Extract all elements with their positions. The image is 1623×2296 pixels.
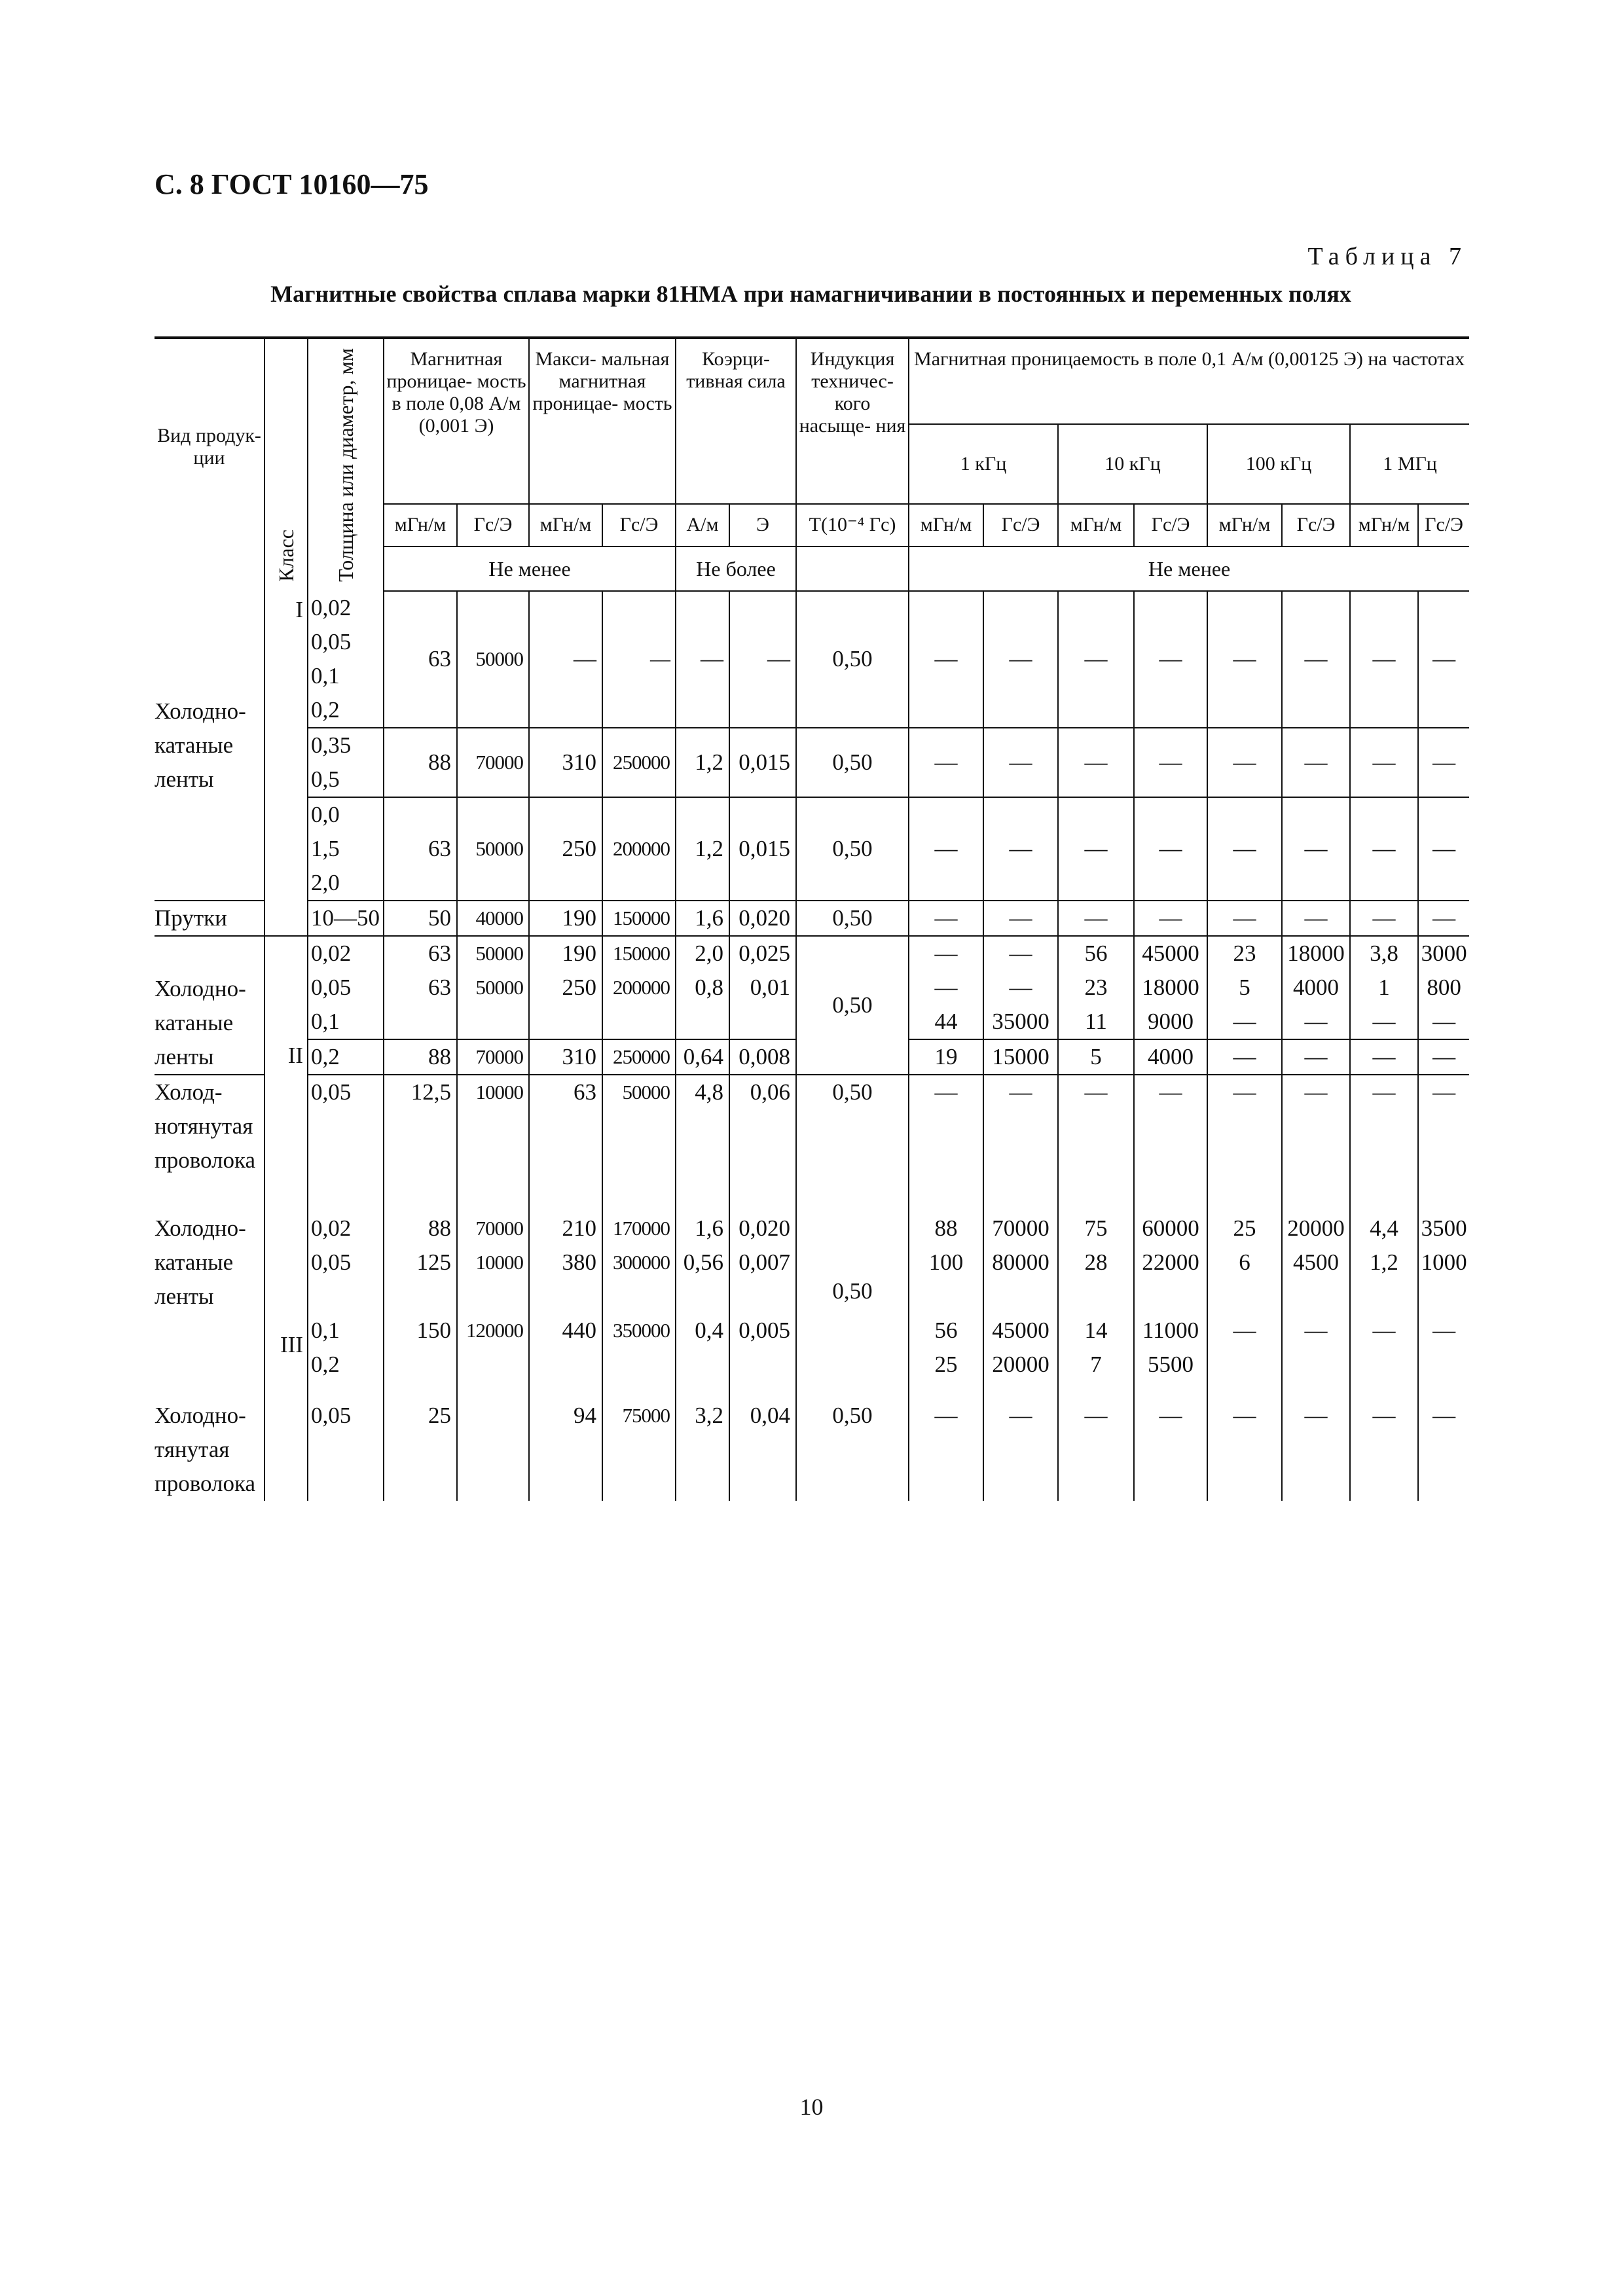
value-cell: 88 <box>909 1201 983 1246</box>
value-cell: — <box>1207 1075 1282 1109</box>
value-cell <box>1350 1348 1418 1382</box>
value-cell: 3000 <box>1418 936 1469 971</box>
value-cell: 3500 <box>1418 1201 1469 1246</box>
value-cell: — <box>983 797 1058 901</box>
value-cell: — <box>983 971 1058 1005</box>
value-cell: 60000 <box>1134 1201 1207 1246</box>
header-coercive: Коэрци- тивная сила <box>676 338 796 504</box>
value-cell: — <box>1350 1039 1418 1075</box>
value-cell: 70000 <box>457 728 529 797</box>
value-cell <box>676 1348 729 1382</box>
value-cell <box>729 1005 796 1039</box>
unit-e: Э <box>729 504 796 547</box>
value-cell: 250 <box>529 971 602 1005</box>
unit-t: Т(10⁻⁴ Гс) <box>796 504 909 547</box>
value-cell: 4,8 <box>676 1075 729 1109</box>
value-cell: — <box>983 901 1058 936</box>
value-cell: 0,025 <box>729 936 796 971</box>
value-cell: 350000 <box>602 1280 676 1348</box>
value-cell: 9000 <box>1134 1005 1207 1039</box>
value-cell: — <box>1282 1005 1350 1039</box>
value-cell: 0,50 <box>796 1075 909 1109</box>
value-cell: 210 <box>529 1201 602 1246</box>
value-cell: — <box>676 591 729 728</box>
value-cell: 25 <box>909 1348 983 1382</box>
value-cell: 7 <box>1058 1348 1134 1382</box>
value-cell: 63 <box>384 797 457 901</box>
value-cell: 15000 <box>983 1039 1058 1075</box>
unit-mgnm: мГн/м <box>1058 504 1134 547</box>
value-cell: 18000 <box>1282 936 1350 971</box>
value-cell: — <box>1058 728 1134 797</box>
unit-mgnm: мГн/м <box>529 504 602 547</box>
value-cell <box>384 1348 457 1382</box>
thickness-cell: 0,05 <box>308 971 384 1005</box>
value-cell: — <box>1282 1075 1350 1109</box>
thickness-cell: 0,02 <box>308 1201 384 1246</box>
value-cell: 100 <box>909 1246 983 1280</box>
value-cell: 0,50 <box>796 728 909 797</box>
thickness-cell: 0,35 0,5 <box>308 728 384 797</box>
value-cell: 63 <box>384 591 457 728</box>
value-cell: 1,6 <box>676 901 729 936</box>
value-cell <box>602 1348 676 1382</box>
value-cell: 12,5 <box>384 1075 457 1109</box>
value-cell: 0,50 <box>796 1382 909 1433</box>
header-vid: Вид продук- ции <box>155 338 264 547</box>
value-cell: 14 <box>1058 1280 1134 1348</box>
value-cell: — <box>909 1075 983 1109</box>
value-cell: — <box>1418 1075 1469 1109</box>
header-perm: Магнитная проницае- мость в поле 0,08 А/м (0,001 Э) <box>384 338 529 504</box>
value-cell: — <box>983 1075 1058 1109</box>
value-cell <box>457 1005 529 1039</box>
value-cell: 3,8 <box>1350 936 1418 971</box>
value-cell: 50000 <box>602 1075 676 1109</box>
value-cell: — <box>729 591 796 728</box>
value-cell: — <box>1282 901 1350 936</box>
ne-bolee-label: Не более <box>676 547 796 591</box>
value-cell: 10000 <box>457 1075 529 1109</box>
unit-gse: Гс/Э <box>1134 504 1207 547</box>
thickness-cell: 0,2 <box>308 1348 384 1382</box>
value-cell <box>457 1348 529 1382</box>
value-cell: 300000 <box>602 1246 676 1280</box>
header-1mhz: 1 МГц <box>1350 424 1469 504</box>
value-cell: 63 <box>384 936 457 971</box>
value-cell: 1,2 <box>1350 1246 1418 1280</box>
value-cell: 0,008 <box>729 1039 796 1075</box>
value-cell: — <box>1134 591 1207 728</box>
value-cell: 75000 <box>602 1382 676 1433</box>
value-cell: — <box>983 591 1058 728</box>
product-type: Холодно- катаные ленты <box>155 1215 246 1309</box>
value-cell: 440 <box>529 1280 602 1348</box>
value-cell: — <box>1058 1075 1134 1109</box>
value-cell: — <box>909 591 983 728</box>
value-cell <box>1282 1348 1350 1382</box>
value-cell: 190 <box>529 936 602 971</box>
value-cell: 200000 <box>602 797 676 901</box>
value-cell: 0,4 <box>676 1280 729 1348</box>
value-cell: — <box>1134 1382 1207 1433</box>
value-cell: 0,020 <box>729 1201 796 1246</box>
ne-menee-label: Не менее <box>384 547 676 591</box>
thickness-cell: 0,05 <box>308 1075 384 1109</box>
value-cell: — <box>1350 728 1418 797</box>
value-cell: — <box>909 797 983 901</box>
value-cell: 23 <box>1207 936 1282 971</box>
header-100khz: 100 кГц <box>1207 424 1350 504</box>
value-cell: — <box>1418 1005 1469 1039</box>
value-cell: 44 <box>909 1005 983 1039</box>
thickness-cell: 10—50 <box>308 901 384 936</box>
value-cell: 380 <box>529 1246 602 1280</box>
value-cell: — <box>1058 1382 1134 1433</box>
value-cell: 11 <box>1058 1005 1134 1039</box>
value-cell: 80000 <box>983 1246 1058 1280</box>
value-cell: 0,50 <box>796 797 909 901</box>
thickness-cell: 0,0 1,5 2,0 <box>308 797 384 901</box>
value-cell: 19 <box>909 1039 983 1075</box>
value-cell <box>729 1348 796 1382</box>
value-cell <box>602 1005 676 1039</box>
properties-table <box>155 336 1469 1501</box>
value-cell: 10000 <box>457 1246 529 1280</box>
unit-mgnm: мГн/м <box>1207 504 1282 547</box>
header-class: Класс <box>264 338 308 591</box>
value-cell: 1,2 <box>676 728 729 797</box>
value-cell: — <box>1282 1039 1350 1075</box>
thickness-cell: 0,05 <box>308 1382 384 1433</box>
value-cell: 5500 <box>1134 1348 1207 1382</box>
thickness-cell: 0,2 <box>308 1039 384 1075</box>
unit-gse: Гс/Э <box>983 504 1058 547</box>
value-cell: 0,64 <box>676 1039 729 1075</box>
header-thickness: Толщина или диаметр, мм <box>308 338 384 591</box>
unit-mgnm: мГн/м <box>909 504 983 547</box>
value-cell: 1000 <box>1418 1246 1469 1280</box>
value-cell: 45000 <box>983 1280 1058 1348</box>
value-cell: — <box>602 591 676 728</box>
value-cell: 0,50 <box>796 901 909 936</box>
unit-gse: Гс/Э <box>1418 504 1469 547</box>
value-cell: 1,6 <box>676 1201 729 1246</box>
value-cell: 0,56 <box>676 1246 729 1280</box>
value-cell: — <box>909 971 983 1005</box>
value-cell: — <box>1350 797 1418 901</box>
value-cell: 150 <box>384 1280 457 1348</box>
induction-cell: 0,50 <box>796 936 909 1075</box>
induction-cell: 0,50 <box>796 1201 909 1382</box>
value-cell: — <box>1418 591 1469 728</box>
value-cell: 94 <box>529 1382 602 1433</box>
value-cell: 0,50 <box>796 591 909 728</box>
value-cell: — <box>909 1382 983 1433</box>
header-maxperm: Макси- мальная магнитная проницае- мость <box>529 338 676 504</box>
value-cell <box>529 1005 602 1039</box>
value-cell <box>384 1005 457 1039</box>
product-type: Холодно- катаные ленты <box>155 698 246 792</box>
value-cell: 40000 <box>457 901 529 936</box>
value-cell: 120000 <box>457 1280 529 1348</box>
value-cell: 1 <box>1350 971 1418 1005</box>
value-cell: 25 <box>1207 1201 1282 1246</box>
table-body <box>155 591 1469 1501</box>
value-cell: 0,020 <box>729 901 796 936</box>
value-cell: — <box>1350 1005 1418 1039</box>
value-cell: 11000 <box>1134 1280 1207 1348</box>
value-cell <box>1418 1348 1469 1382</box>
thickness-cell: 0,05 <box>308 1246 384 1280</box>
value-cell: — <box>1418 901 1469 936</box>
value-cell: — <box>909 728 983 797</box>
header-10khz: 10 кГц <box>1058 424 1207 504</box>
value-cell: — <box>529 591 602 728</box>
value-cell: 310 <box>529 728 602 797</box>
thickness-cell: 0,02 <box>308 936 384 971</box>
value-cell: — <box>1418 797 1469 901</box>
value-cell: — <box>1207 591 1282 728</box>
unit-am: А/м <box>676 504 729 547</box>
value-cell: 150000 <box>602 936 676 971</box>
product-type: Прутки <box>155 901 264 936</box>
value-cell: — <box>1282 728 1350 797</box>
product-type: Холодно- катаные ленты <box>155 936 264 1075</box>
value-cell: 70000 <box>457 1201 529 1246</box>
value-cell: 50000 <box>457 971 529 1005</box>
unit-mgnm: мГн/м <box>1350 504 1418 547</box>
value-cell: — <box>1418 1382 1469 1433</box>
value-cell: 250000 <box>602 728 676 797</box>
value-cell: 63 <box>529 1075 602 1109</box>
value-cell: 23 <box>1058 971 1134 1005</box>
value-cell: — <box>1134 1075 1207 1109</box>
product-type: Холодно- тянутая проволока <box>155 1402 256 1496</box>
value-cell: — <box>1350 591 1418 728</box>
value-cell: — <box>1350 1280 1418 1348</box>
ne-menee-label: Не менее <box>909 547 1469 591</box>
page-header: С. 8 ГОСТ 10160—75 <box>155 168 429 200</box>
value-cell: — <box>983 936 1058 971</box>
unit-gse: Гс/Э <box>602 504 676 547</box>
value-cell: 4500 <box>1282 1246 1350 1280</box>
value-cell: 0,06 <box>729 1075 796 1109</box>
value-cell: 75 <box>1058 1201 1134 1246</box>
value-cell: 6 <box>1207 1246 1282 1280</box>
value-cell: — <box>1134 797 1207 901</box>
value-cell <box>676 1005 729 1039</box>
value-cell: — <box>1058 797 1134 901</box>
table-number: Таблица 7 <box>1307 243 1467 270</box>
value-cell: — <box>1207 1039 1282 1075</box>
value-cell: 0,01 <box>729 971 796 1005</box>
value-cell: 0,015 <box>729 728 796 797</box>
page-number: 10 <box>799 2094 824 2120</box>
class-label: III <box>264 1201 308 1501</box>
value-cell: 50000 <box>457 936 529 971</box>
value-cell: 0,007 <box>729 1246 796 1280</box>
value-cell: 45000 <box>1134 936 1207 971</box>
value-cell: 3,2 <box>676 1382 729 1433</box>
value-cell: 5 <box>1058 1039 1134 1075</box>
value-cell: 0,015 <box>729 797 796 901</box>
value-cell: 70000 <box>457 1039 529 1075</box>
unit-gse: Гс/Э <box>457 504 529 547</box>
product-type: Холод- нотянутая проволока <box>155 1075 264 1201</box>
value-cell: — <box>1207 728 1282 797</box>
value-cell: — <box>1418 1039 1469 1075</box>
value-cell: 310 <box>529 1039 602 1075</box>
value-cell <box>457 1382 529 1433</box>
value-cell: 88 <box>384 1039 457 1075</box>
value-cell: — <box>1282 591 1350 728</box>
value-cell: — <box>1058 591 1134 728</box>
value-cell: 50000 <box>457 797 529 901</box>
table-title: Магнитные свойства сплава марки 81НМА при намагничивании в постоянных и переменных полях <box>270 281 1351 307</box>
thickness-cell: 0,1 <box>308 1005 384 1039</box>
value-cell: — <box>1207 901 1282 936</box>
value-cell: — <box>1350 901 1418 936</box>
value-cell: 20000 <box>1282 1201 1350 1246</box>
value-cell: 50000 <box>457 591 529 728</box>
value-cell: 22000 <box>1134 1246 1207 1280</box>
value-cell: 4,4 <box>1350 1201 1418 1246</box>
value-cell: 150000 <box>602 901 676 936</box>
value-cell: 125 <box>384 1246 457 1280</box>
value-cell: 800 <box>1418 971 1469 1005</box>
value-cell: 18000 <box>1134 971 1207 1005</box>
value-cell: 50 <box>384 901 457 936</box>
value-cell: 170000 <box>602 1201 676 1246</box>
value-cell: — <box>1282 1280 1350 1348</box>
value-cell: — <box>983 1382 1058 1433</box>
header-induction: Индукция техничес- кого насыще- ния <box>796 338 909 504</box>
value-cell: — <box>1207 797 1282 901</box>
value-cell: 200000 <box>602 971 676 1005</box>
value-cell: 35000 <box>983 1005 1058 1039</box>
value-cell: 56 <box>909 1280 983 1348</box>
value-cell: 1,2 <box>676 797 729 901</box>
value-cell: — <box>1350 1075 1418 1109</box>
value-cell: — <box>1282 797 1350 901</box>
value-cell: — <box>909 936 983 971</box>
value-cell: 70000 <box>983 1201 1058 1246</box>
value-cell: — <box>1207 1005 1282 1039</box>
value-cell: 28 <box>1058 1246 1134 1280</box>
value-cell: 88 <box>384 1201 457 1246</box>
value-cell: 2,0 <box>676 936 729 971</box>
value-cell <box>1207 1348 1282 1382</box>
value-cell: 20000 <box>983 1348 1058 1382</box>
value-cell: 250000 <box>602 1039 676 1075</box>
value-cell: — <box>1134 901 1207 936</box>
header-freq-group: Магнитная проницаемость в поле 0,1 А/м (0,00125 Э) на частотах <box>909 338 1469 424</box>
value-cell: 63 <box>384 971 457 1005</box>
class-label: I <box>264 591 308 936</box>
unit-mgnm: мГн/м <box>384 504 457 547</box>
value-cell: 0,8 <box>676 971 729 1005</box>
value-cell: — <box>1207 1280 1282 1348</box>
value-cell: — <box>1350 1382 1418 1433</box>
value-cell: 4000 <box>1282 971 1350 1005</box>
value-cell: — <box>1134 728 1207 797</box>
thickness-cell: 0,02 0,05 0,1 0,2 <box>308 591 384 728</box>
value-cell: 88 <box>384 728 457 797</box>
thickness-cell: 0,1 <box>308 1280 384 1348</box>
value-cell: — <box>1418 728 1469 797</box>
value-cell: 25 <box>384 1382 457 1433</box>
value-cell: — <box>983 728 1058 797</box>
value-cell: 190 <box>529 901 602 936</box>
value-cell: 56 <box>1058 936 1134 971</box>
value-cell: 0,005 <box>729 1280 796 1348</box>
value-cell: 4000 <box>1134 1039 1207 1075</box>
value-cell: — <box>1058 901 1134 936</box>
value-cell <box>529 1348 602 1382</box>
class-label: II <box>264 936 308 1201</box>
value-cell: — <box>909 901 983 936</box>
value-cell: 250 <box>529 797 602 901</box>
header-1khz: 1 кГц <box>909 424 1058 504</box>
value-cell: 5 <box>1207 971 1282 1005</box>
value-cell: — <box>1207 1382 1282 1433</box>
value-cell: 0,04 <box>729 1382 796 1433</box>
unit-gse: Гс/Э <box>1282 504 1350 547</box>
value-cell: — <box>1282 1382 1350 1433</box>
value-cell: — <box>1418 1280 1469 1348</box>
